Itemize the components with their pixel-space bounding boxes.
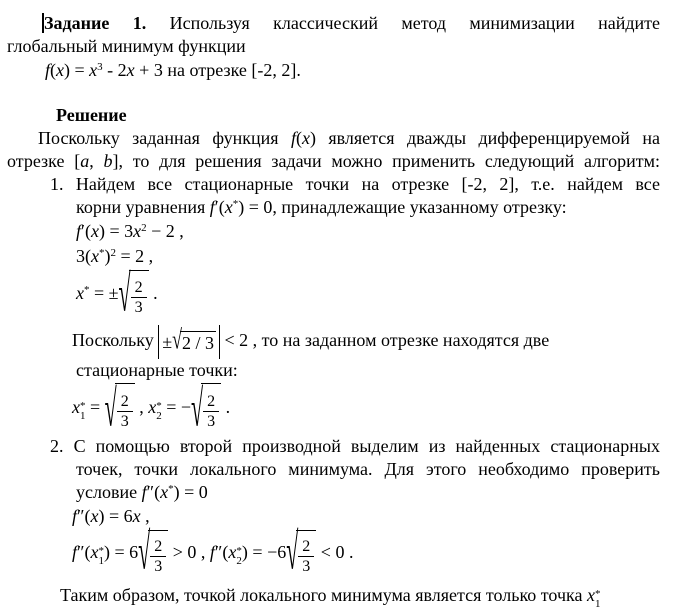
- solution-paragraph-line-2[interactable]: [0, 150, 673, 173]
- list-item-2-line-3[interactable]: [0, 481, 673, 504]
- text-cursor: [42, 13, 44, 33]
- list-item-2-line-1[interactable]: [0, 435, 673, 458]
- task-label: Задание 1.: [44, 13, 147, 33]
- formula-second-derivative-check: f″(x * 1 ) = 6 √ $\frac{2}{3}$ > 0 , f″(x * 2 ) = −6 √ $\frac{2}{3}$ < 0 .: [72, 521, 354, 580]
- solution-paragraph-line-1[interactable]: [0, 127, 673, 150]
- solution-paragraph-text-1: Поскольку заданная функция f(x) является дважды дифференцируемой на: [38, 128, 660, 148]
- list-item-1-number: 1.: [50, 174, 64, 194]
- list-item-1-text: Найдем все стационарные точки на отрезке [-2, 2], т.е. найдем все: [75, 174, 660, 194]
- task-text-1: Используя классический метод минимизации найдите: [169, 13, 660, 33]
- formula-equation-line[interactable]: [0, 244, 673, 269]
- formula-first-derivative-line[interactable]: [0, 219, 673, 244]
- formula-stationary-points: x * 1 = √ $\frac{2}{3}$ , x * 2 = − √ $\frac{2}{3}$ .: [72, 378, 231, 437]
- task-text-2: глобальный минимум функции: [7, 36, 246, 56]
- list-item-1-text-2: корни уравнения f′(x*) = 0, принадлежащие указанному отрезку:: [76, 197, 567, 217]
- conclusion-text: Таким образом, точкой локального минимума является только точка x * 1: [60, 584, 601, 610]
- list-item-1-line-2[interactable]: [0, 196, 673, 219]
- since-paragraph-line-1[interactable]: [0, 322, 673, 359]
- formula-second-derivative-line[interactable]: [0, 504, 673, 529]
- conclusion-line[interactable]: [0, 584, 673, 609]
- list-item-2-line-2[interactable]: [0, 458, 673, 481]
- list-item-2-number: 2.: [50, 435, 64, 456]
- formula-equation: $3(x^*)^2 = 2$ ,: [76, 246, 154, 266]
- formula-second-derivative: f″(x) = 6x ,: [72, 505, 150, 526]
- list-item-2-text: С помощью второй производной выделим из найденных стационарных: [73, 435, 661, 456]
- condition-formula: условие f″(x*) = 0: [76, 481, 208, 502]
- solution-heading: Решение: [56, 105, 127, 125]
- task-heading-line-2[interactable]: [0, 35, 673, 58]
- list-item-1-line-1[interactable]: [0, 173, 673, 196]
- task-heading-line-1[interactable]: [0, 12, 673, 35]
- formula-first-derivative: $f'(x) = 3x^2 - 2$ ,: [76, 221, 184, 241]
- formula-stationary-points-line[interactable]: [0, 378, 673, 437]
- solution-paragraph-text-2: отрезке [a, b], то для решения задачи можно применить следующий алгоритм:: [7, 151, 660, 171]
- stationary-points-text: стационарные точки:: [76, 359, 238, 380]
- since-paragraph-text: Поскольку ± √ 2 / 3 < 2 , то на заданном отрезке находятся две: [72, 330, 549, 350]
- solution-heading-line[interactable]: [0, 104, 673, 127]
- since-paragraph-line-2[interactable]: [0, 359, 673, 382]
- function-definition-formula: $f(x) = x^3 - 2x + 3$ на отрезке [-2, 2].: [45, 60, 301, 80]
- formula-x-star: x* = ± √ $\frac{2}{3}$ .: [76, 263, 158, 323]
- list-item-2-text-2: точек, точки локального минимума. Для этого необходимо проверить: [76, 458, 660, 479]
- function-definition-line[interactable]: [0, 58, 673, 82]
- formula-second-derivative-check-line[interactable]: [0, 521, 673, 580]
- formula-x-star-line[interactable]: [0, 263, 673, 323]
